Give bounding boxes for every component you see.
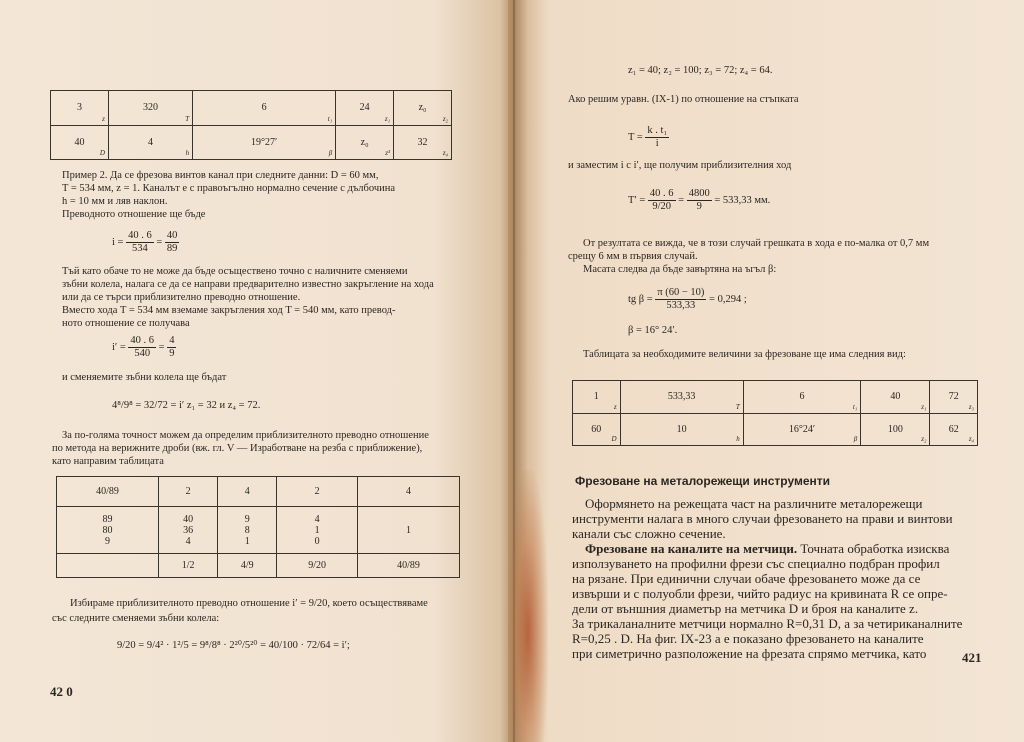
paragraph-line: Таблицата за необходимите величини за фрезоване ще има следния вид: xyxy=(583,349,906,360)
table-cell: 4 h xyxy=(108,125,192,160)
example-2-line-2: T = 534 мм, z = 1. Каналът е с правоъгълно нормално сечение с дълбочина xyxy=(62,183,396,194)
formula-T-prime: T′ = $\frac{40 . 6}{9/20}$ = $\frac{4800}{9}$ = 533,33 мм. xyxy=(628,188,771,212)
paragraph-line: зъбни колела, налага се да се направи предварително известно закръгление на хода xyxy=(62,279,434,290)
paragraph-line: За по-голяма точност можем да определим приблизителното преводно отношение xyxy=(62,430,429,441)
table-cell: 40/89 xyxy=(57,477,159,507)
table-cell: 100 z₂ xyxy=(861,413,930,446)
paragraph-line: като направим таблицата xyxy=(52,456,164,467)
paragraph-line: със следните сменяеми зъбни колела: xyxy=(52,613,220,624)
gears-intro: и сменяемите зъбни колела ще бъдат xyxy=(62,372,227,383)
table-row xyxy=(51,125,452,160)
paragraph-line: извърши и с полуобли фрези, чийто радиус на кривината R се опре- xyxy=(572,586,948,601)
formula-gears: 4⁸/9⁸ = 32/72 = i′ z₁ = 32 и z₄ = 72. xyxy=(112,400,261,411)
table-row xyxy=(57,477,460,507)
table-cell: 72 z₃ xyxy=(930,381,978,414)
table-cell: 89 80 9 xyxy=(57,507,159,553)
table-cell: 1 xyxy=(357,507,459,553)
ratio-intro: Преводното отношение ще бъде xyxy=(62,209,206,220)
table-cell: 24 z₁ xyxy=(336,91,394,126)
table-cell: 4 xyxy=(218,477,277,507)
table-cell: 9/20 xyxy=(277,553,358,577)
paragraph-line: ното отношение се получава xyxy=(62,318,190,329)
formula-i: i = $\frac{40 . 6}{534}$ = $\frac{40}{89}$ xyxy=(112,230,178,254)
page-number-right: 421 xyxy=(962,650,982,665)
table-cell xyxy=(57,553,159,577)
table-row xyxy=(57,553,460,577)
paragraph-line: или да се търси приблизително преводно отношение. xyxy=(62,292,301,303)
table-cell: z₀ z³ xyxy=(336,125,394,160)
gear-values: z₁ = 40; z₂ = 100; z₃ = 72; z₄ = 64. xyxy=(628,65,773,76)
paragraph-line: Масата следва да бъде завъртяна на ъгъл β: xyxy=(583,264,777,275)
continued-fraction-table xyxy=(56,476,460,578)
example-2-line-1: Пример 2. Да се фрезова винтов канал при следните данни: D = 60 мм, xyxy=(62,170,379,181)
table-cell: 4 1 0 xyxy=(277,507,358,553)
table-cell: 10 h xyxy=(620,413,743,446)
parameters-table-1 xyxy=(50,90,452,160)
paragraph-line: Оформянето на режещата част на различните металорежещи xyxy=(585,496,923,511)
table-cell: 16°24′ β xyxy=(743,413,861,446)
formula-T: T = $\frac{\text{k . t₁}}{i}$ xyxy=(628,125,668,149)
paragraph-line: Тъй като обаче то не може да бъде осъществено точно с наличните сменяеми xyxy=(62,266,408,277)
parameters-table-2 xyxy=(572,380,978,446)
paragraph-line: на рязане. При единични случаи обаче фрезоването може да се xyxy=(572,571,921,586)
paragraph-line: канали със сложно сечение. xyxy=(572,526,726,541)
spine-stain xyxy=(508,470,548,742)
paragraph-line: Ако решим уравн. (IX-1) по отношение на стъпката xyxy=(568,94,799,105)
table-cell: 40/89 xyxy=(357,553,459,577)
table-row xyxy=(57,507,460,553)
formula-chain: 9/20 = 9/4² · 1²/5 = 9⁸/8⁸ · 2²⁰/5²⁰ = 40/100 · 72/64 = i′; xyxy=(117,640,350,651)
table-row xyxy=(573,413,978,446)
table-cell: 3 z xyxy=(51,91,109,126)
subsection-line: Фрезоване на каналите на метчици. Точната обработка изисква xyxy=(585,541,950,556)
table-cell: 9 8 1 xyxy=(218,507,277,553)
paragraph-line: и заместим i с i′, ще получим приблизителния ход xyxy=(568,160,792,171)
paragraph-line: по метода на верижните дроби (вж. гл. V — Изработване на резба с приближение), xyxy=(52,443,423,454)
table-cell: z₀ z₂ xyxy=(394,91,452,126)
table-cell: 4 xyxy=(357,477,459,507)
table-cell: 1/2 xyxy=(159,553,218,577)
table-row xyxy=(573,381,978,414)
formula-beta: β = 16° 24′. xyxy=(628,325,678,336)
example-2-line-3: h = 10 мм и ляв наклон. xyxy=(62,196,168,207)
table-cell: 40 D xyxy=(51,125,109,160)
table-cell: 320 T xyxy=(108,91,192,126)
paragraph-line: използуването на профилни фрези със специално подбран профил xyxy=(572,556,940,571)
table-cell: 6 t₁ xyxy=(193,91,336,126)
paragraph-line: срещу 6 мм в първия случай. xyxy=(568,251,698,262)
paragraph-line: Избираме приблизителното преводно отношение i′ = 9/20, което осъществяваме xyxy=(70,598,428,609)
table-cell: 19°27′ β xyxy=(193,125,336,160)
table-cell: 62 z₄ xyxy=(930,413,978,446)
table-cell: 2 xyxy=(159,477,218,507)
paragraph-line: За трикаланалните метчици нормално R=0,31 D, а за четириканалните xyxy=(572,616,963,631)
table-cell: 1 z xyxy=(573,381,621,414)
table-cell: 6 t₁ xyxy=(743,381,861,414)
table-cell: 533,33 T xyxy=(620,381,743,414)
paragraph-line: От резултата се вижда, че в този случай грешката в хода е по-малка от 0,7 мм xyxy=(583,238,930,249)
table-row xyxy=(51,91,452,126)
table-cell: 60 D xyxy=(573,413,621,446)
section-heading: Фрезоване на металорежещи инструменти xyxy=(575,474,831,488)
paragraph-line: при симетрично разположение на фрезата спрямо метчика, като xyxy=(572,646,927,661)
paragraph-line: инструменти налага в много случаи фрезоването на прави и винтови xyxy=(572,511,953,526)
paragraph-line: дели от външния диаметър на метчика D и броя на каналите z. xyxy=(572,601,919,616)
page-number-left: 42 0 xyxy=(50,684,73,699)
table-cell: 40 z₁ xyxy=(861,381,930,414)
subsection-heading: Фрезоване на каналите на метчици. xyxy=(585,541,798,556)
table-cell: 40 36 4 xyxy=(159,507,218,553)
paragraph-line: Вместо хода T = 534 мм вземаме закръгления ход T = 540 мм, като превод- xyxy=(62,305,396,316)
table-cell: 32 z₄ xyxy=(394,125,452,160)
paragraph-line: R=0,25 . D. На фиг. IX-23 a е показано фрезоването на каналите xyxy=(572,631,924,646)
formula-tan-beta: tg β = $\frac{\pi (60 - 10)}{533,33}$ = 0,294 ; xyxy=(628,287,747,311)
formula-i-prime: i′ = $\frac{40 . 6}{540}$ = $\frac{4}{9}$ xyxy=(112,335,175,359)
table-cell: 2 xyxy=(277,477,358,507)
table-cell: 4/9 xyxy=(218,553,277,577)
